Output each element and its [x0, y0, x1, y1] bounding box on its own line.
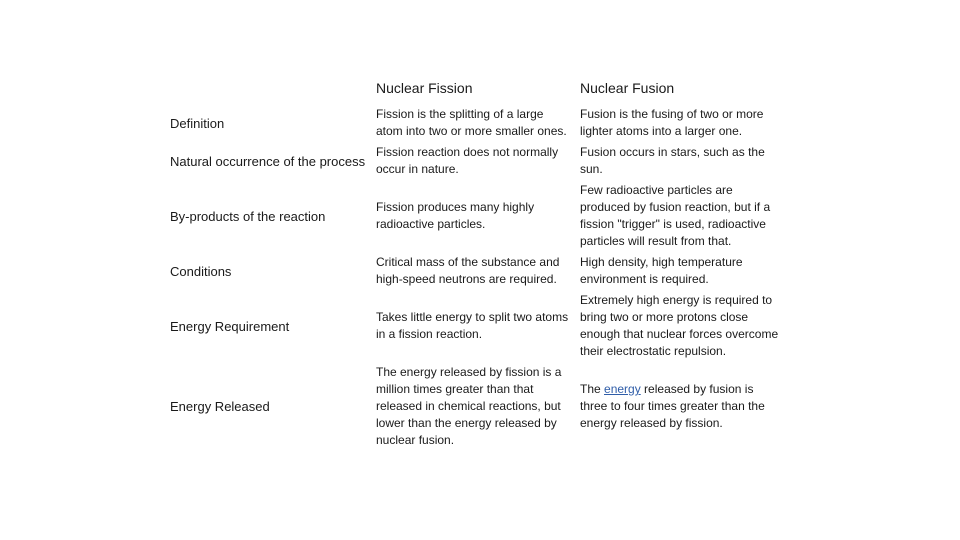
energy-link[interactable]: energy	[604, 382, 641, 396]
row-label-conditions: Conditions	[170, 263, 232, 279]
comparison-table	[166, 76, 786, 451]
row-label-natural-occurrence: Natural occurrence of the process	[170, 153, 366, 169]
table-row	[166, 104, 786, 142]
row-label-energy-requirement: Energy Requirement	[170, 318, 290, 334]
cell-fusion-natural-occurrence: Fusion occurs in stars, such as the sun.	[580, 145, 765, 176]
header-fission: Nuclear Fission	[376, 80, 473, 96]
cell-fission-natural-occurrence: Fission reaction does not normally occur in nature.	[376, 145, 559, 176]
table-row	[166, 362, 786, 451]
fusion-energy-text-pre: The	[580, 382, 605, 396]
cell-fusion-definition: Fusion is the fusing of two or more lighter atoms into a larger one.	[580, 107, 764, 138]
table-row	[166, 180, 786, 252]
cell-fusion-energy-requirement: Extremely high energy is required to bring two or more protons close enough that nuclear forces overcome their electrostatic repulsion.	[580, 293, 779, 358]
row-label-energy-released: Energy Released	[170, 399, 270, 414]
row-label-definition: Definition	[170, 115, 225, 131]
cell-fusion-by-products: Few radioactive particles are produced by fusion reaction, but if a fission "trigger" is used, radioactive particles will result from that.	[580, 183, 771, 248]
header-row	[166, 76, 786, 104]
cell-fission-definition: Fission is the splitting of a large atom into two or more smaller ones.	[376, 107, 567, 138]
table-row	[166, 252, 786, 290]
table-row	[166, 290, 786, 362]
cell-fission-energy-requirement: Takes little energy to split two atoms in a fission reaction.	[376, 310, 569, 341]
fusion-energy-text-post: released by fusion is three to four times greater than the energy released by fission.	[580, 382, 765, 430]
row-label-by-products: By-products of the reaction	[170, 208, 326, 224]
cell-fission-conditions: Critical mass of the substance and high-speed neutrons are required.	[376, 255, 560, 286]
cell-fission-energy-released: The energy released by fission is a million times greater than that released in chemical reactions, but lower than the energy released by nuclear fusion.	[376, 365, 562, 447]
cell-fusion-energy-released	[576, 362, 786, 451]
table-row	[166, 142, 786, 180]
header-fusion: Nuclear Fusion	[580, 80, 675, 96]
cell-fusion-conditions: High density, high temperature environment is required.	[580, 255, 743, 286]
cell-fission-by-products: Fission produces many highly radioactive particles.	[376, 200, 535, 231]
header-blank	[166, 76, 372, 104]
